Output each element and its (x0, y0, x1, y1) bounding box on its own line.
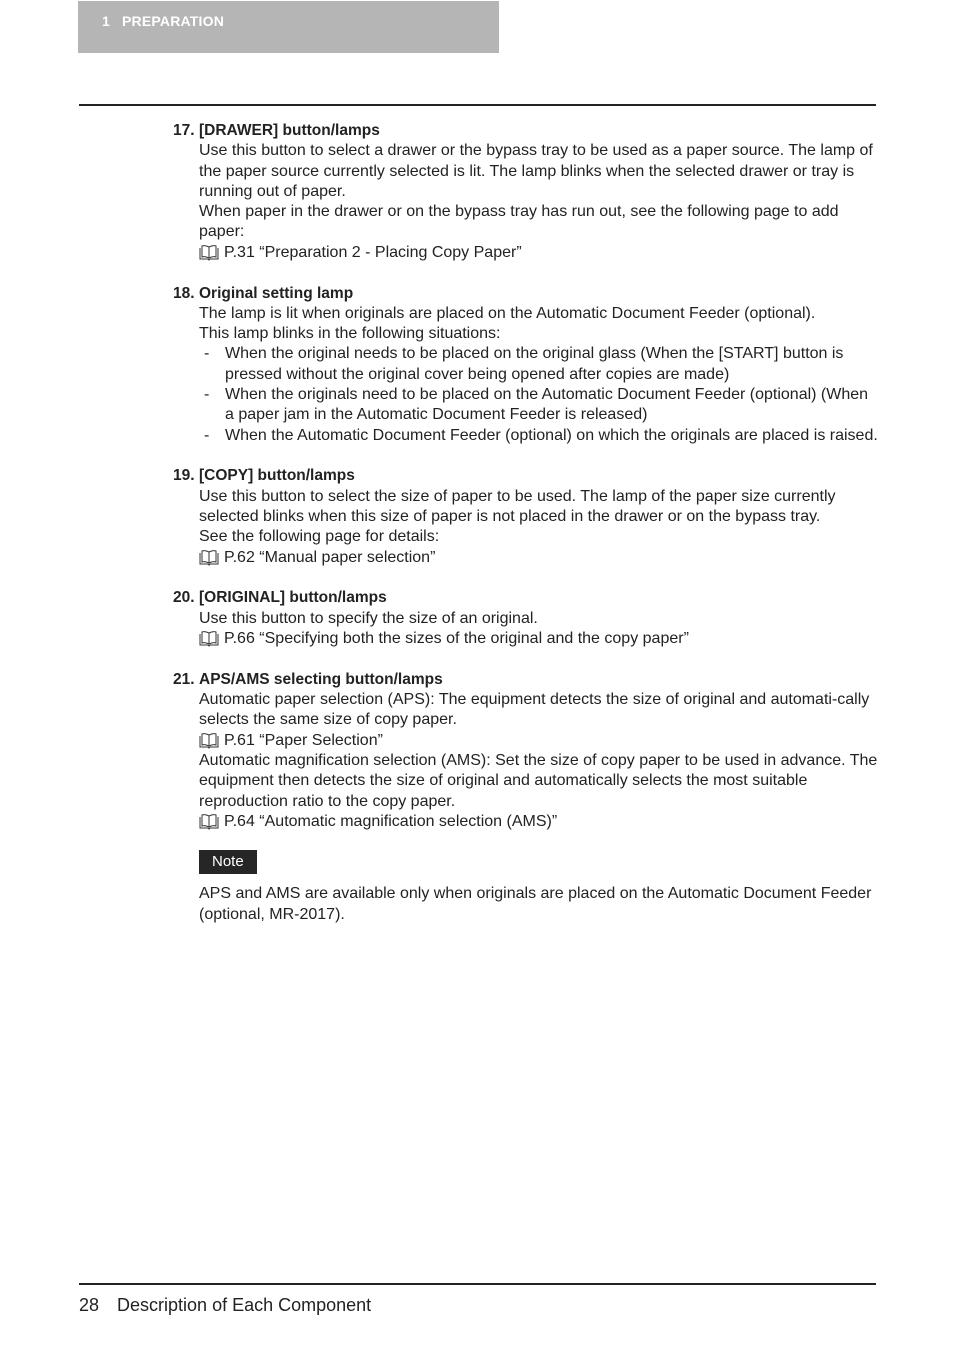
list-item: - When the Automatic Document Feeder (optional) on which the originals are placed is raised. (199, 426, 878, 446)
note-label: Note (199, 850, 257, 874)
item-title: APS/AMS selecting button/lamps (199, 670, 443, 688)
item-copy-button (173, 466, 878, 567)
item-title: [DRAWER] button/lamps (199, 122, 380, 139)
page-reference[interactable] (199, 629, 878, 649)
paragraph: Automatic paper selection (APS): The equipment detects the size of original and automati-cally selects the same size of copy paper. (199, 691, 870, 729)
item-body (199, 141, 878, 263)
paragraph: See the following page for details: (199, 528, 440, 546)
page-reference[interactable] (199, 548, 878, 568)
paragraph: Automatic magnification selection (AMS): Set the size of copy paper to be used in advance. The equipment then detects the size of original and automatically selects the most suitable reproduction ratio to the copy paper. (199, 752, 878, 810)
paragraph: This lamp blinks in the following situations: (199, 325, 501, 343)
list-item-text: When the originals need to be placed on the Automatic Document Feeder (optional) (When a paper jam in the Automatic Document Feeder is released) (225, 386, 869, 424)
page-reference[interactable] (199, 812, 878, 832)
page-reference-text: P.66 “Specifying both the sizes of the original and the copy paper” (224, 630, 689, 648)
page-number: 28 (79, 1295, 100, 1315)
chapter-title: PREPARATION (122, 13, 225, 29)
page-reference-text: P.31 “Preparation 2 - Placing Copy Paper” (224, 243, 522, 261)
item-number: 18. (173, 284, 195, 302)
item-heading (173, 670, 878, 690)
paragraph: Use this button to select a drawer or the bypass tray to be used as a paper source. The lamp of the paper source currently selected is lit. The lamp blinks when the selected drawer or tray is running out of paper. (199, 142, 873, 200)
item-body (199, 690, 878, 925)
list-item: - When the originals need to be placed on the Automatic Document Feeder (optional) (When a paper jam in the Automatic Document Feeder is released) (199, 385, 878, 426)
paragraph: When paper in the drawer or on the bypass tray has run out, see the following page to add paper: (199, 203, 839, 241)
top-divider (79, 104, 876, 106)
item-number: 17. (173, 122, 195, 139)
item-body (199, 487, 878, 568)
item-original-button (173, 588, 878, 649)
bottom-divider (79, 1283, 876, 1285)
book-icon (199, 550, 219, 566)
list-item-text: When the original needs to be placed on the original glass (When the [START] button is pressed without the original cover being opened after copies are made) (225, 345, 844, 383)
item-number: 20. (173, 589, 195, 607)
page-footer (79, 1294, 371, 1316)
page-reference[interactable] (199, 731, 878, 751)
item-title: [ORIGINAL] button/lamps (199, 589, 387, 607)
item-aps-ams-button (173, 670, 878, 925)
list-item: - When the original needs to be placed on the original glass (When the [START] button is pressed without the original cover being opened after copies are made) (199, 344, 878, 385)
page-reference-text: P.62 “Manual paper selection” (224, 548, 436, 566)
book-icon (199, 631, 219, 647)
note-text: APS and AMS are available only when originals are placed on the Automatic Document Feeder (optional, MR-2017). (199, 885, 872, 923)
item-heading (173, 284, 878, 304)
chapter-tab (78, 1, 499, 53)
item-number: 19. (173, 467, 195, 485)
situation-list (199, 344, 878, 445)
item-body (199, 609, 878, 650)
paragraph: Use this button to specify the size of an original. (199, 609, 538, 627)
page-reference[interactable] (199, 243, 878, 263)
item-number: 21. (173, 670, 195, 688)
item-heading (173, 121, 878, 141)
book-icon (199, 733, 219, 749)
paragraph: Use this button to select the size of paper to be used. The lamp of the paper size currently selected blinks when this size of paper is not placed in the drawer or on the bypass tray. (199, 487, 836, 526)
page-content (173, 121, 878, 945)
page-reference-text: P.61 “Paper Selection” (224, 731, 383, 749)
item-heading (173, 466, 878, 486)
item-body (199, 304, 878, 446)
book-icon (199, 245, 219, 261)
item-title: Original setting lamp (199, 284, 354, 302)
paragraph: The lamp is lit when originals are placed on the Automatic Document Feeder (optional). (199, 304, 816, 322)
item-heading (173, 588, 878, 608)
list-item-text: When the Automatic Document Feeder (optional) on which the originals are placed is raised. (225, 426, 878, 444)
book-icon (199, 814, 219, 830)
item-drawer-button (173, 121, 878, 263)
page-reference-text: P.64 “Automatic magnification selection (AMS)” (224, 812, 558, 830)
chapter-number: 1 (102, 13, 110, 29)
item-original-setting-lamp (173, 284, 878, 446)
footer-section-title: Description of Each Component (117, 1295, 372, 1315)
item-title: [COPY] button/lamps (199, 467, 355, 485)
